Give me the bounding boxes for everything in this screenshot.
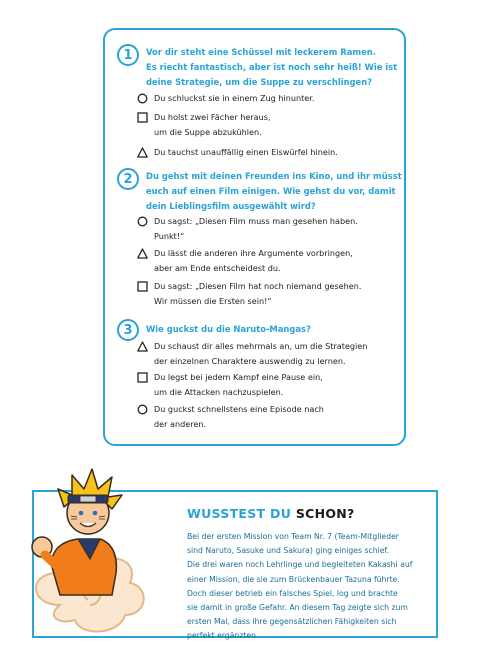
quiz-box (103, 28, 406, 446)
triangle-icon (137, 147, 148, 158)
question-number: 3 (117, 319, 139, 341)
square-icon (137, 112, 148, 123)
answer-text: Du lässt die anderen ihre Argumente vorbringen, aber am Ende entscheidest du. (154, 248, 353, 274)
triangle-icon (137, 341, 148, 352)
question-text: Vor dir steht eine Schüssel mit leckerem Ramen. Es riecht fantastisch, aber ist noch sehr heiß! Wie ist deine Strategie, um die Suppe zu verschlingen? (146, 47, 398, 88)
answer-text: Du tauchst unauffällig einen Eiswürfel hinein. (154, 147, 338, 157)
info-title-part1: WUSSTEST DU (187, 506, 292, 521)
question-number: 1 (117, 44, 139, 66)
info-title-part2: SCHON? (295, 506, 355, 521)
info-title (187, 506, 355, 521)
answer-text: Du sagst: „Diesen Film hat noch niemand gesehen. Wir müssen die Ersten sein!“ (154, 281, 362, 307)
circle-icon (137, 404, 148, 415)
answer-text: Du sagst: „Diesen Film muss man gesehen haben. Punkt!“ (154, 216, 358, 242)
answer-text: Du legst bei jedem Kampf eine Pause ein, um die Attacken nachzuspielen. (154, 372, 323, 398)
question-text: Wie guckst du die Naruto-Mangas? (146, 324, 311, 334)
square-icon (137, 372, 148, 383)
question-number: 2 (117, 168, 139, 190)
square-icon (137, 281, 148, 292)
info-text: Bei der ersten Mission von Team Nr. 7 (Team-Mitglieder sind Naruto, Sasuke und Sakura) ging einiges schief. Die drei waren noch Lehrlinge und begleiteten Kakashi auf einer Mission, die sie zum Brückenbauer Tazuna führte. Doch dieser betrieb ein falsches Spiel, log und brachte sie damit in große Gefahr. An diesem Tag zeigte sich zum ersten Mal, dass ihre gegensätzlichen Fähigkeiten sich perfekt ergänzten. (187, 532, 413, 641)
triangle-icon (137, 248, 148, 259)
circle-icon (137, 93, 148, 104)
answer-text: Du schaust dir alles mehrmals an, um die Strategien der einzelnen Charaktere auswendig zu lernen. (154, 341, 368, 367)
question-text: Du gehst mit deinen Freunden ins Kino, und ihr müsst euch auf einen Film einigen. Wie gehst du vor, damit dein Lieblingsfilm ausgewählt wird? (146, 171, 402, 212)
circle-icon (137, 216, 148, 227)
answer-text: Du guckst schnellstens eine Episode nach der anderen. (154, 404, 324, 430)
answer-text: Du schluckst sie in einem Zug hinunter. (154, 93, 315, 103)
answer-text: Du holst zwei Fächer heraus, um die Suppe abzukühlen. (154, 112, 271, 138)
naruto-illustration (0, 455, 175, 655)
